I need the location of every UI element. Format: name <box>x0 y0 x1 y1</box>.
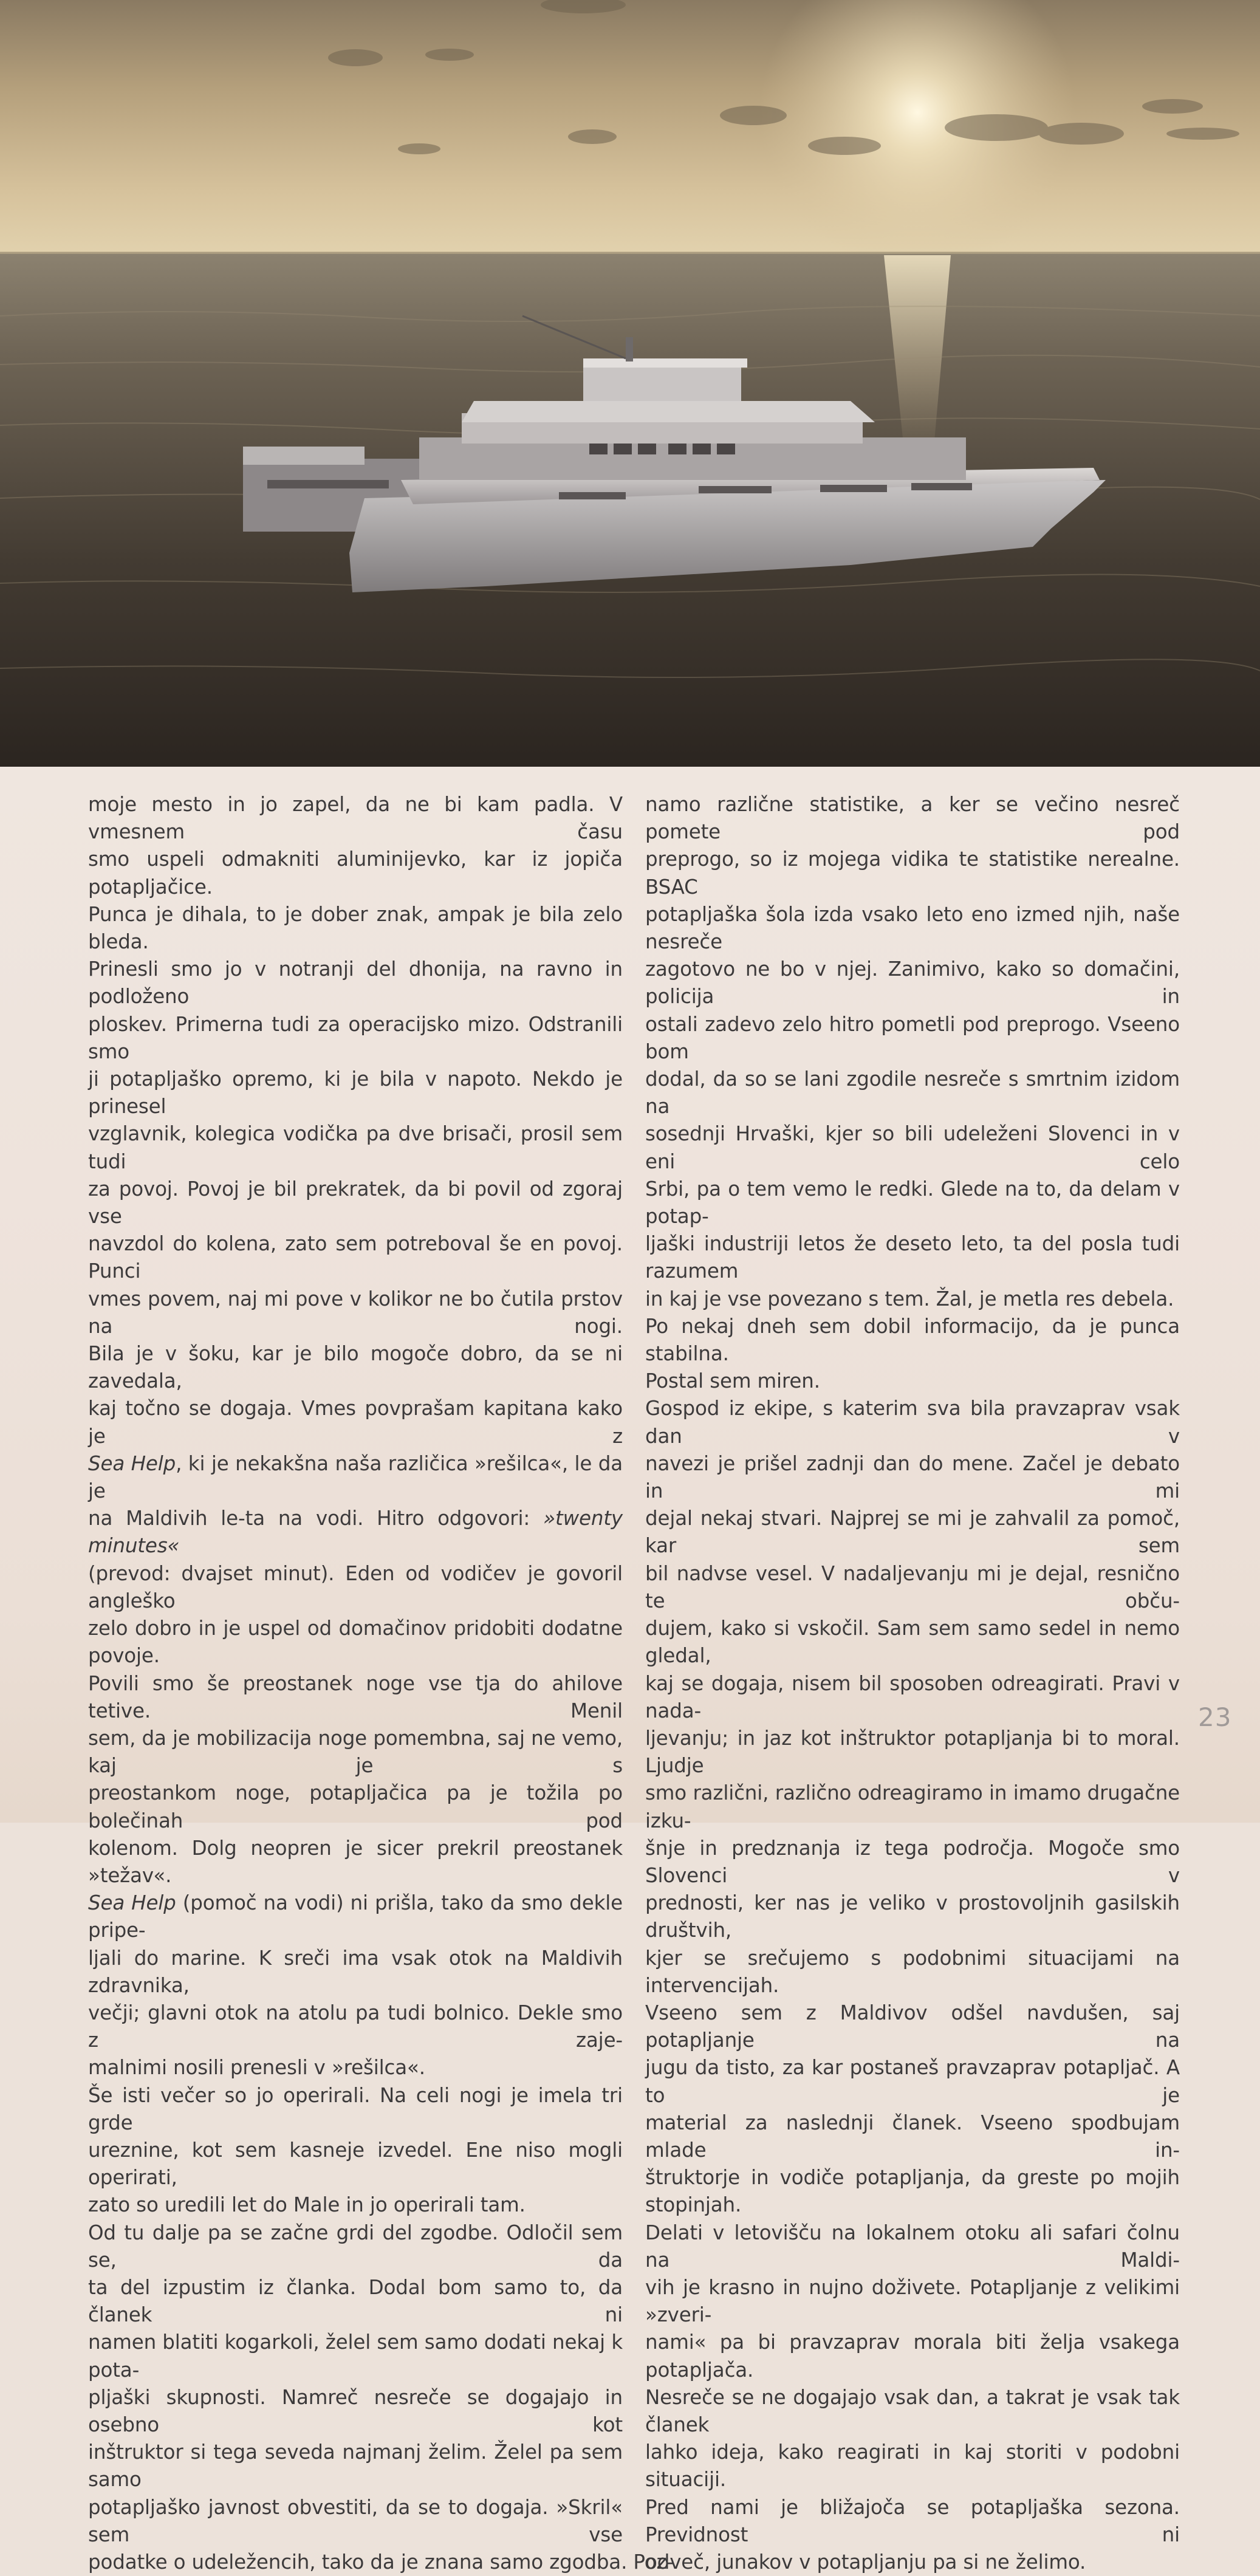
text-line: Gospod iz ekipe, s katerim sva bila pravzaprav vsak dan v <box>645 1397 1180 1448</box>
text-line: malnimi nosili prenesli v »rešilca«. <box>88 2056 425 2080</box>
text-line: (prevod: dvajset minut). Eden od vodičev je govoril angleško <box>88 1561 623 1612</box>
text-line: Od tu dalje pa se začne grdi del zgodbe. Odločil sem se, da <box>88 2221 623 2272</box>
text-line: kaj se dogaja, nisem bil sposoben odreagirati. Pravi v nada- <box>645 1671 1180 1722</box>
text-line: navzdol do kolena, zato sem potreboval še en povoj. Punci <box>88 1232 623 1283</box>
text-line: navezi je prišel zadnji dan do mene. Začel je debato in mi <box>645 1451 1180 1503</box>
text-line: ji potapljaško opremo, ki je bila v napoto. Nekdo je prinesel <box>88 1067 623 1118</box>
text-line: ureznine, kot sem kasneje izvedel. Ene niso mogli operirati, <box>88 2138 623 2190</box>
boat-at-sunset-photo <box>0 0 1260 767</box>
text-line: preostankom noge, potapljačica pa je tožila po bolečinah pod <box>88 1781 623 1832</box>
text-line: bil nadvse vesel. V nadaljevanju mi je dejal, resnično te obču- <box>645 1561 1180 1612</box>
text-line: prednosti, ker nas je veliko v prostovoljnih gasilskih društvih, <box>645 1891 1180 1942</box>
text-line: dujem, kako si vskočil. Sam sem samo sedel in nemo gledal, <box>645 1617 1180 1668</box>
text-line: za povoj. Povoj je bil prekratek, da bi povil od zgoraj vse <box>88 1177 623 1228</box>
text-line: vzglavnik, kolegica vodička pa dve brisači, prosil sem tudi <box>88 1122 623 1173</box>
text-line: ta del izpustim iz članka. Dodal bom samo to, da članek ni <box>88 2275 623 2327</box>
text-line: ploskev. Primerna tudi za operacijsko mizo. Odstranili smo <box>88 1012 623 1063</box>
text-line: potapljaška šola izda vsako leto eno izmed njih, naše nesreče <box>645 902 1180 954</box>
text-line: Prinesli smo jo v notranji del dhonija, na ravno in podloženo <box>88 957 623 1009</box>
text-line: Vseeno sem z Maldivov odšel navdušen, saj potapljanje na <box>645 2001 1180 2052</box>
text-line: sosednji Hrvaški, kjer so bili udeleženi Slovenci in v eni celo <box>645 1122 1180 1173</box>
text-line: inštruktor si tega seveda najmanj želim. Želel pa sem samo <box>88 2441 623 2492</box>
text-line: Punca je dihala, to je dober znak, ampak je bila zelo bleda. <box>88 902 623 954</box>
text-line: štruktorje in vodiče potapljanja, da greste po mojih stopinjah. <box>645 2166 1180 2217</box>
text-line: Postal sem miren. <box>645 1369 820 1393</box>
text-line: smo uspeli odmakniti aluminijevko, kar iz jopiča potapljačice. <box>88 848 623 899</box>
text-line: Po nekaj dneh sem dobil informacijo, da je punca stabilna. <box>645 1314 1180 1366</box>
text-line: šnje in predznanja iz tega področja. Mogoče smo Slovenci v <box>645 1836 1180 1887</box>
text-line: Pred nami je bližajoča se potapljaška sezona. Previdnost ni <box>645 2495 1180 2546</box>
text-line: odveč, junakov v potapljanju pa si ne želimo. <box>645 2550 1086 2574</box>
text-line: jugu da tisto, za kar postaneš pravzaprav potapljač. A to je <box>645 2056 1180 2107</box>
text-line: sem, da je mobilizacija noge pomembna, saj ne vemo, kaj je s <box>88 1726 623 1778</box>
text-line: vmes povem, naj mi pove v kolikor ne bo čutila prstov na nogi. <box>88 1287 623 1338</box>
text-line: ljaški industriji letos že deseto leto, ta del posla tudi razumem <box>645 1232 1180 1283</box>
text-line: in kaj je vse povezano s tem. Žal, je metla res debela. <box>645 1287 1174 1310</box>
text-line: ljevanju; in jaz kot inštruktor potapljanja bi to moral. Ljudje <box>645 1726 1180 1778</box>
text-line: Nesreče se ne dogajajo vsak dan, a takrat je vsak tak članek <box>645 2385 1180 2436</box>
text-line: vih je krasno in nujno doživete. Potapljanje z velikimi »zveri- <box>645 2275 1180 2327</box>
text-line: dodal, da so se lani zgodile nesreče s smrtnim izidom na <box>645 1067 1180 1118</box>
text-line: Sea Help, ki je nekakšna naša različica »rešilca«, le da je <box>88 1451 623 1503</box>
text-line: zato so uredili let do Male in jo operirali tam. <box>88 2193 526 2217</box>
text-line: podatke o udeležencih, tako da je znana samo zgodba. Poz- <box>88 2550 674 2574</box>
text-line: ostali zadevo zelo hitro pometli pod preprogo. Vseeno bom <box>645 1012 1180 1063</box>
text-line: Še isti večer so jo operirali. Na celi nogi je imela tri grde <box>88 2083 623 2134</box>
text-line: Srbi, pa o tem vemo le redki. Glede na to, da delam v potap- <box>645 1177 1180 1228</box>
text-line: večji; glavni otok na atolu pa tudi bolnico. Dekle smo z zaje- <box>88 2001 623 2052</box>
text-line: potapljaško javnost obvestiti, da se to dogaja. »Skril« sem vse <box>88 2495 623 2546</box>
text-line: Bila je v šoku, kar je bilo mogoče dobro, da se ni zavedala, <box>88 1342 623 1393</box>
text-line: preprogo, so iz mojega vidika te statistike nerealne. BSAC <box>645 848 1180 899</box>
article-left-column <box>88 791 674 2576</box>
text-line: Povili smo še preostanek noge vse tja do ahilove tetive. Menil <box>88 1671 623 1722</box>
text-line: namo različne statistike, a ker se večino nesreč pomete pod <box>645 793 1180 844</box>
page-number: 23 <box>1198 1702 1232 1732</box>
text-line: kolenom. Dolg neopren je sicer prekril preostanek »težav«. <box>88 1836 623 1887</box>
text-line: dejal nekaj stvari. Najprej se mi je zahvalil za pomoč, kar sem <box>645 1507 1180 1558</box>
text-line: Sea Help (pomoč na vodi) ni prišla, tako da smo dekle pripe- <box>88 1891 623 1942</box>
text-line: Delati v letovišču na lokalnem otoku ali safari čolnu na Maldi- <box>645 2221 1180 2272</box>
text-line: namen blatiti kogarkoli, želel sem samo dodati nekaj k pota- <box>88 2331 623 2382</box>
text-line: kaj točno se dogaja. Vmes povprašam kapitana kako je z <box>88 1397 623 1448</box>
text-line: kjer se srečujemo s podobnimi situacijami na intervencijah. <box>645 1946 1180 1997</box>
text-line: smo različni, različno odreagiramo in imamo drugačne izku- <box>645 1781 1180 1832</box>
text-line: zelo dobro in je uspel od domačinov pridobiti dodatne povoje. <box>88 1617 623 1668</box>
text-line: zagotovo ne bo v njej. Zanimivo, kako so domačini, policija in <box>645 957 1180 1009</box>
text-line: material za naslednji članek. Vseeno spodbujam mlade in- <box>645 2111 1180 2162</box>
text-line: pljaški skupnosti. Namreč nesreče se dogajajo in osebno kot <box>88 2385 623 2436</box>
text-line: ljali do marine. K sreči ima vsak otok na Maldivih zdravnika, <box>88 1946 623 1997</box>
text-line: lahko ideja, kako reagirati in kaj storiti v podobni situaciji. <box>645 2441 1180 2492</box>
text-line: moje mesto in jo zapel, da ne bi kam padla. V vmesnem času <box>88 793 623 844</box>
article-right-column <box>645 791 1180 2576</box>
text-line: na Maldivih le-ta na vodi. Hitro odgovori: »twenty minutes« <box>88 1507 623 1558</box>
text-line: nami« pa bi pravzaprav morala biti želja vsakega potapljača. <box>645 2331 1180 2382</box>
